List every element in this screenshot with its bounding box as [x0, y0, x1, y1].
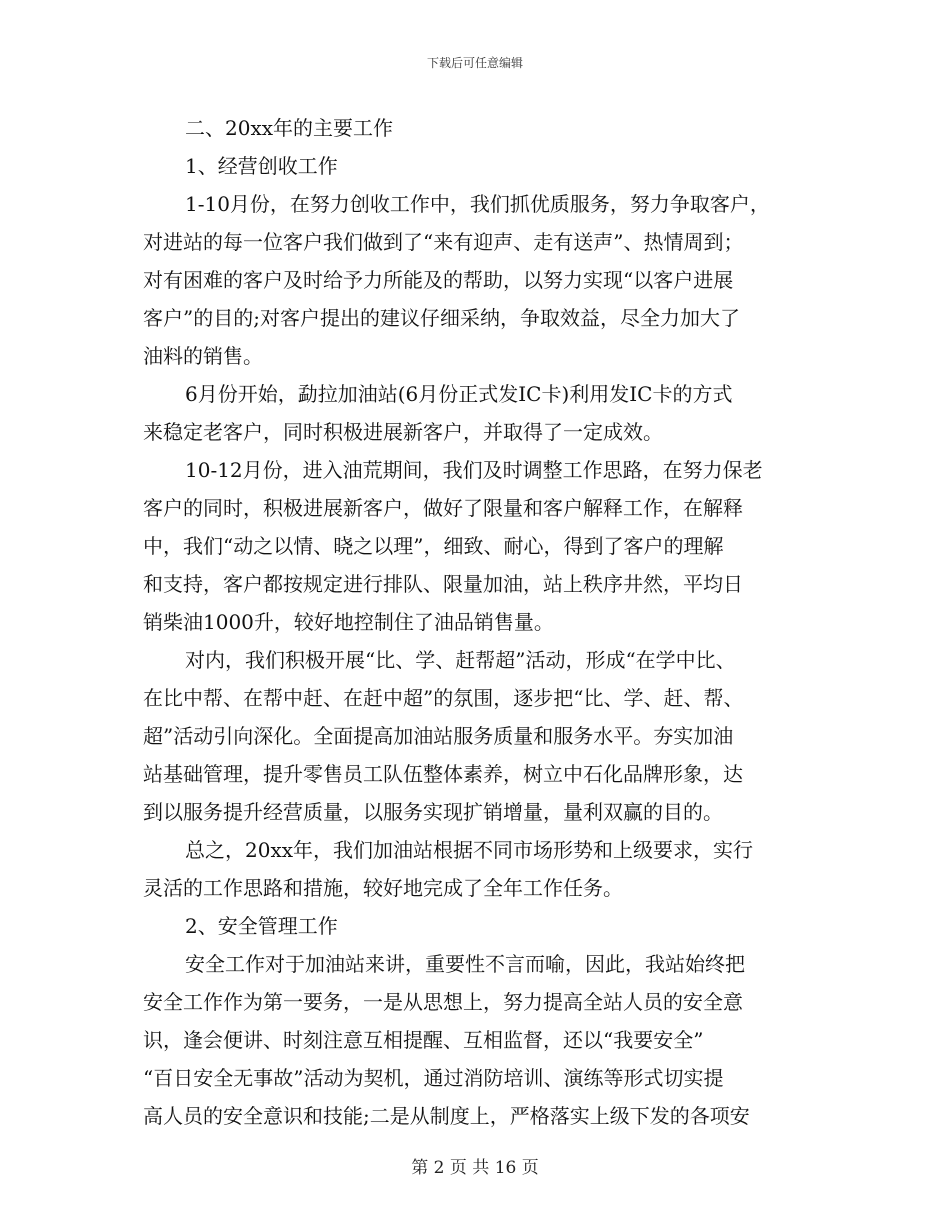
- text-line: 客户”的目的;对客户提出的建议仔细采纳，争取效益，尽全力加大了: [143, 306, 740, 330]
- text-line: 对内，我们积极开展“比、学、赶帮超”活动，形成“在学中比、: [185, 648, 736, 672]
- subsection-heading: 2、安全管理工作: [185, 914, 338, 938]
- text-line: 来稳定老客户，同时积极进展新客户，并取得了一定成效。: [143, 420, 663, 444]
- text-line: “百日安全无事故”活动为契机，通过消防培训、演练等形式切实提: [143, 1066, 724, 1090]
- text-line: 10-12月份，进入油荒期间，我们及时调整工作思路，在努力保老: [185, 458, 763, 482]
- text-line: 站基础管理，提升零售员工队伍整体素养，树立中石化品牌形象，达: [143, 762, 743, 786]
- text-line: 安全工作对于加油站来讲，重要性不言而喻，因此，我站始终把: [185, 952, 745, 976]
- text-line: 超”活动引向深化。全面提高加油站服务质量和服务水平。夯实加油: [143, 724, 734, 748]
- page-number: 第 2 页 共 16 页: [411, 1158, 539, 1178]
- text-line: 销柴油1000升，较好地控制住了油品销售量。: [143, 610, 554, 634]
- text-line: 在比中帮、在帮中赶、在赶中超”的氛围，逐步把“比、学、赶、帮、: [143, 686, 744, 710]
- text-line: 中，我们“动之以情、晓之以理”，细致、耐心，得到了客户的理解: [143, 534, 724, 558]
- text-line: 对有困难的客户及时给予力所能及的帮助，以努力实现“以客户进展: [143, 268, 734, 292]
- subsection-heading: 1、经营创收工作: [185, 154, 338, 178]
- text-line: 1-10月份，在努力创收工作中，我们抓优质服务，努力争取客户，: [185, 192, 770, 216]
- text-line: 灵活的工作思路和措施，较好地完成了全年工作任务。: [143, 876, 623, 900]
- document-body: [143, 109, 815, 1135]
- text-line: 识，逢会便讲、时刻注意互相提醒、互相监督，还以“我要安全”: [143, 1028, 704, 1052]
- text-line: 高人员的安全意识和技能;二是从制度上，严格落实上级下发的各项安: [143, 1104, 750, 1128]
- text-line: 对进站的每一位客户我们做到了“来有迎声、走有送声”、热情周到；: [143, 230, 744, 254]
- text-line: 油料的销售。: [143, 344, 263, 368]
- text-line: 安全工作作为第一要务，一是从思想上，努力提高全站人员的安全意: [143, 990, 743, 1014]
- text-line: 客户的同时，积极进展新客户，做好了限量和客户解释工作，在解释: [143, 496, 743, 520]
- page-header: 下载后可任意编辑: [426, 56, 523, 70]
- section-heading: 二、20xx年的主要工作: [185, 116, 394, 140]
- text-line: 6月份开始，勐拉加油站(6月份正式发IC卡)利用发IC卡的方式: [185, 382, 733, 406]
- text-line: 总之，20xx年，我们加油站根据不同市场形势和上级要求，实行: [185, 838, 754, 862]
- text-line: 和支持，客户都按规定进行排队、限量加油，站上秩序井然，平均日: [143, 572, 743, 596]
- text-line: 到以服务提升经营质量，以服务实现扩销增量，量利双赢的目的。: [143, 800, 723, 824]
